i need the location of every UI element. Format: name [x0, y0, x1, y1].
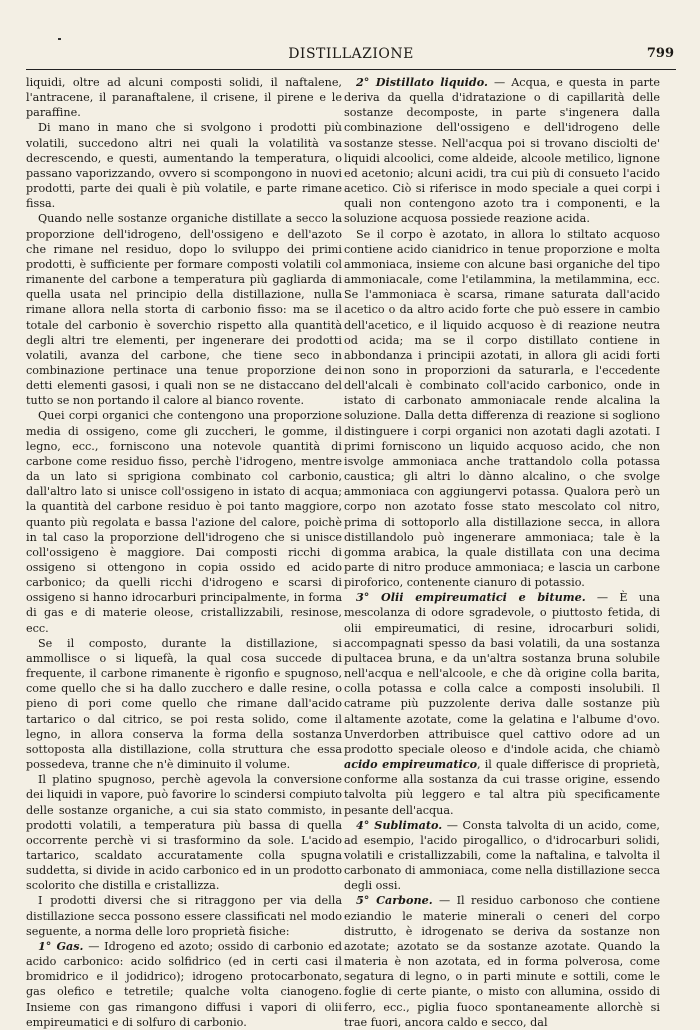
page-number: 799 [646, 46, 674, 61]
emphasis-term: acido empireumatico [344, 757, 478, 772]
item-heading: 5° Carbone. [356, 893, 433, 908]
item-text: — Idrogeno ed azoto; ossido di carbonio ed acido carbonico: acido solfidrico (ed in certi casi il bromidrico e il jodidrico); idrogeno protocarbonato, gas olefico e tetretile; qualche volta cianogeno. Insieme con gas rimangono diffusi i vapori di olii empireumatici e di solfuro di carbonio. [26, 939, 342, 1029]
paragraph: Di mano in mano che si svolgono i prodotti più volatili, succedono altri nei quali la volatilità va decrescendo, e questi, aumentando la temperatura, o passano vaporizzando, ovvero si scompongono in nuovi prodotti, parte dei quali è più volatile, e parte rimane fissa. [26, 121, 342, 211]
paragraph: Se il composto, durante la distillazione, si ammollisce o si liquefà, la qual cosa succede di frequente, il carbone rimanente è rigonfio e spugnoso, come quello che si ha dallo zucchero e dalle resine, o pieno di pori come quello che rimane dall'acido tartarico o dal citrico, se poi resta solido, come il legno, in allora conserva la forma della sostanza sottoposta alla distillazione, colla struttura che essa possedeva, tranne che n'è diminuito il volume. [26, 636, 342, 772]
item-text: — Acqua, e questa in parte deriva da quella d'idratazione o di capillarità delle sostanze decomposte, in parte s'ingenera dalla combinazione dell'ossigeno e dell'idrogeno delle sostanze stesse. Nell'acqua poi si trovano disciolti de' liquidi alcoolici, come aldeide, alcoole metilico, lignone ed acetonio; alcuni acidi, tra cui più di consueto l'acido acetico. Ciò si riferisce in modo speciale a quei corpi i quali non contengono azoto tra i componenti, e la soluzione acquosa possiede reazione acida. [344, 76, 661, 226]
print-speck [58, 38, 61, 40]
list-item-carbone [344, 893, 660, 1029]
item-text: — È una mescolanza di odore sgradevole, o piuttosto fetida, di olii empireumatici, di resine, idrocarburi solidi, accompagnati spesso da basi volatili, da una sostanza pultacea bruna, e da un'altra sostanza bruna solubile nell'acqua e nell'alcoole, e che dà origine colla barita, colla potassa e colla calce a composti insolubili. Il catrame più puzzolente deriva dalle sostanze più altamente azotate, come la gelatina e l'albume d'ovo. Unverdorben attribuisce quel cattivo odore ad un prodotto speciale oleoso e d'indole acida, che chiamò [344, 591, 660, 756]
right-column [344, 75, 661, 1029]
list-item-sublimato [344, 818, 660, 894]
item-text: — Consta talvolta di un acido, come, ad esempio, l'acido pirogallico, o d'idrocarburi solidi, volatili e cristallizzabili, come la naftalina, e talvolta il carbonato di ammoniaca, come nella distillazione secca degli ossi. [344, 818, 660, 893]
header-rule [26, 69, 676, 70]
list-item-gas [26, 939, 342, 1030]
paragraph: Il platino spugnoso, perchè agevola la conversione dei liquidi in vapore, può favorire lo scindersi compiuto delle sostanze organiche, a cui sia stato commisto, in prodotti volatili, a temperatura più bassa di quella occorrente perchè vi si trasformino da sole. L'acido tartarico, scaldato accuratamente colla spugna suddetta, si divide in acido carbonico ed in un prodotto scolorito che distilla e cristallizza. [26, 773, 342, 893]
item-heading: 3° Olii empireumatici e bitume. [356, 590, 586, 605]
paragraph: liquidi, oltre ad alcuni composti solidi, il naftalene, l'antracene, il paranaftalene, il crisene, il pirene e le paraffine. [26, 76, 342, 120]
left-column [26, 75, 342, 1029]
item-heading: 1° Gas. [38, 938, 84, 953]
running-title: DISTILLAZIONE [288, 46, 414, 62]
paragraph: I prodotti diversi che si ritraggono per via della distillazione secca possono essere classificati nel modo seguente, a norma delle loro proprietà fisiche: [26, 894, 342, 938]
item-heading: 2° Distillato liquido. [356, 75, 488, 89]
item-text-tail: , il quale differisce di proprietà, conforme alla sostanza da cui trasse origine, essendo talvolta più leggero e tal altra più specificamente pesante dell'acqua. [344, 758, 660, 817]
paragraph: Quei corpi organici che contengono una proporzione media di ossigeno, come gli zuccheri, le gomme, il legno, ecc., forniscono una notevole quantità di carbone come residuo fisso, perchè l'idrogeno, mentre da un lato si sprigiona combinato col carbonio, dall'altro lato si unisce coll'ossigeno in istato di acqua; la quantità del carbone residuo è poi tanto maggiore, quanto più regolata e bassa l'azione del calore, poichè in tal caso la proporzione dell'idrogeno che si unisce coll'ossigeno è maggiore. Dai composti ricchi di ossigeno si ottengono in copia ossido ed acido carbonico; da quelli ricchi d'idrogeno e scarsi di ossigeno si hanno idrocarburi principalmente, in forma di gas e di materie oleose, cristallizzabili, resinose, ecc. [26, 409, 342, 635]
page-header [26, 44, 676, 68]
item-heading: 4° Sublimato. [356, 817, 443, 832]
paragraph: Se il corpo è azotato, in allora lo stiltato acquoso contiene acido cianidrico in tenue proporzione e molta ammoniaca, insieme con alcune basi organiche del tipo ammoniacale, come l'etilammina, la metilammina, ecc. Se l'ammoniaca è scarsa, rimane saturata dall'acido acetico o da altro acido forte che può essere in cambio dell'acetico, e il liquido acquoso è di reazione neutra od acida; ma se il corpo distillato contiene in abbondanza i principii azotati, in allora gli acidi forti non sono in proporzioni da saturarla, e l'eccedente dell'alcali è combinato coll'acido carbonico, onde in istato di carbonato ammoniacale rende alcalina la soluzione. Dalla detta differenza di reazione si sogliono distinguere i corpi organici non azotati dagli azotati. I primi forniscono un liquido acquoso acido, che non isvolge ammoniaca anche trattandolo colla potassa caustica; gli altri lo dànno alcalino, o che svolge ammoniaca con aggiungervi potassa. Qualora però un corpo non azotato fosse stato mescolato col nitro, prima di sottoporlo alla distillazione secca, in allora distillandolo può ingenerare ammoniaca; tale è la gomma arabica, la quale distillata con una decima parte di nitro produce ammoniaca; e lascia un carbone piroforico, contenente cianuro di potassio. [344, 227, 660, 590]
list-item-olii [344, 590, 660, 817]
list-item-distillato [344, 75, 660, 227]
item-text: — Il residuo carbonoso che contiene eziandio le materie minerali o ceneri del corpo distrutto, è idrogenato se deriva da sostanze non azotate; azotato se da sostanze azotate. Quando la materia è non azotata, ed in forma polverosa, come segatura di legno, o in parti minute e sottili, come le foglie di certe piante, o misto con allumina, ossido di ferro, ecc., piglia fuoco spontaneamente allorchè si trae fuori, ancora caldo e secco, dal [344, 894, 660, 1029]
paragraph: Quando nelle sostanze organiche distillate a secco la proporzione dell'idrogeno, dell'ossigeno e dell'azoto che rimane nel residuo, dopo lo sviluppo dei primi prodotti, è sufficiente per formare composti volatili col rimanente del carbone a temperatura più gagliarda di quella usata nel principio della distillazione, nulla rimane allora nella storta di carbonio fisso: ma se il totale del carbonio è soverchio rispetto alla quantità degli altri tre elementi, per ingenerare dei prodotti volatili, avanza del carbone, che tiene seco in combinazione pertinace una tenue proporzione dei detti elementi gasosi, i quali non se ne distaccano del tutto se non portando il calore al bianco rovente. [26, 212, 342, 408]
